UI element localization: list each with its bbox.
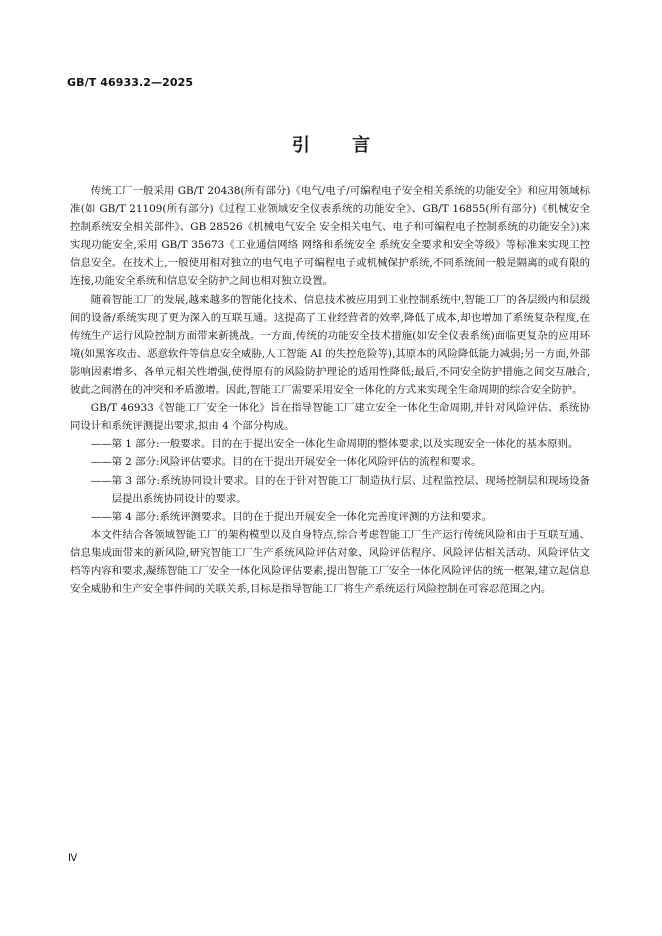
part-3-item: ——第 3 部分:系统协同设计要求。目的在于针对智能工厂制造执行层、过程监控层、现场控制层和现场设备层提出系统协同设计的要求。 [90, 474, 590, 505]
paragraph-3: GB/T 46933《智能工厂安全一体化》旨在指导智能工厂建立安全一体化生命周期,并针对风险评估、系统协同设计和系统评测提出要求,拟由 4 个部分构成。 [70, 402, 590, 433]
closing-paragraph: 本文件结合各领域智能工厂的架构模型以及自身特点,综合考虑智能工厂生产运行传统风险和由于互联互通、信息集成面带来的新风险,研究智能工厂生产系统风险评估对象、风险评估程序、风险评估相关活动、风险评估文档等内容和要求,凝练智能工厂安全一体化风险评估要素,提出智能工厂安全一体化风险评估的统一框架,建立起信息安全威胁和生产安全事件间的关联关系,目标是指导智能工厂将生产系统运行风险控制在可容忍范围之内。 [70, 528, 590, 596]
paragraph-2: 随着智能工厂的发展,越来越多的智能化技术、信息技术被应用到工业控制系统中,智能工厂的各层级内和层级间的设备/系统实现了更为深入的互联互通。这提高了工业经营者的效率,降低了成本,却也增加了系统复杂程度,在传统生产运行风险控制方面带来新挑战。一方面,传统的功能安全技术措施(如安全仪表系统)面临更复杂的应用环境(如黑客攻击、恶意软件等信息安全威胁,人工智能 AI 的失控危险等),其原本的风险降低能力减弱;另一方面,外部影响因素增多、各单元相关性增强,使得原有的风险防护理论的适用性降低;最后,不同安全防护措施之间交互融合,彼此之间潜在的冲突和矛盾激增。因此,智能工厂需要采用安全一体化的方式来实现全生命周期的综合安全防护。 [70, 293, 590, 397]
page-number: Ⅳ [68, 853, 78, 864]
part-4-item: ——第 4 部分:系统评测要求。目的在于提出开展安全一体化完善度评测的方法和要求。 [90, 510, 492, 523]
section-title: 引 言 [291, 135, 389, 156]
part-2-item: ——第 2 部分:风险评估要求。目的在于提出开展安全一体化风险评估的流程和要求。 [90, 456, 482, 469]
standard-code: GB/T 46933.2—2025 [67, 76, 194, 89]
body-text [70, 182, 590, 598]
part-1-item: ——第 1 部分:一般要求。目的在于提出安全一体化生命周期的整体要求,以及实现安全一体化的基本原则。 [90, 438, 579, 451]
paragraph-1: 传统工厂一般采用 GB/T 20438(所有部分)《电气/电子/可编程电子安全相关系统的功能安全》和应用领域标准(如 GB/T 21109(所有部分)《过程工业领域安全仪表系统的功能安全》、GB/T 16855(所有部分)《机械安全 控制系统安全相关部件》、GB 28526《机械电气安全 安全相关电气、电子和可编程电子控制系统的功能安全》)来实现功能安全,采用 GB/T 35673《工业通信网络 网络和系统安全 系统安全要求和安全等级》等标准来实现工控信息安全。在技术上,一般使用相对独立的电气电子可编程电子或机械保护系统,不同系统间一般是隔离的或有限的连接,功能安全系统和信息安全防护之间也相对独立设置。 [70, 185, 590, 288]
